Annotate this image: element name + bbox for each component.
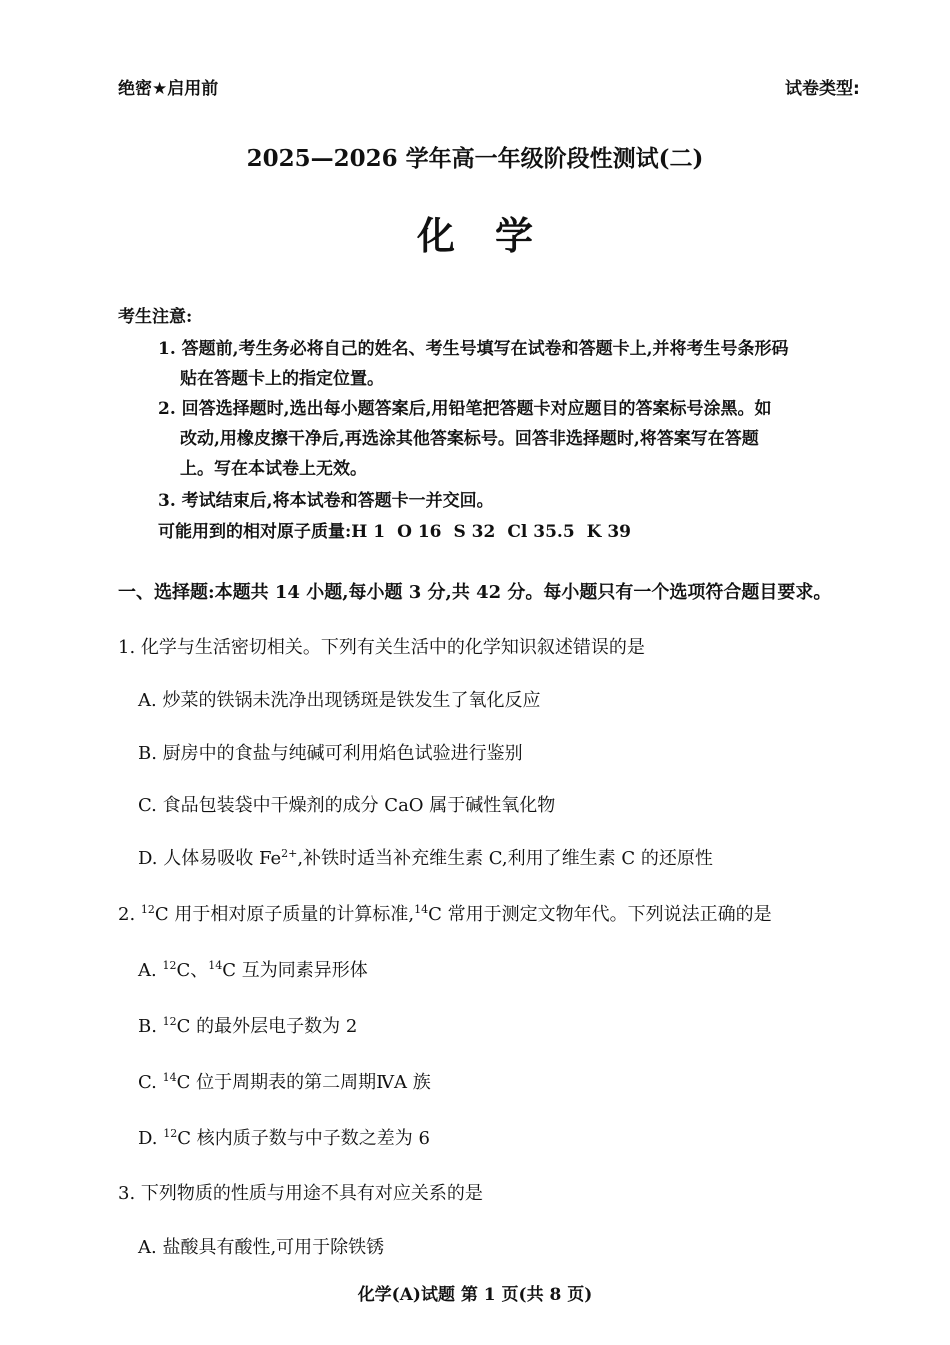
notice-heading: 考生注意: [118, 307, 193, 327]
question-1-option-a: A. 炒菜的铁锅未洗净出现锈斑是铁发生了氧化反应 [138, 690, 541, 711]
question-1-option-c: C. 食品包装袋中干燥剂的成分 CaO 属于碱性氧化物 [138, 795, 556, 816]
question-1-option-b: B. 厨房中的食盐与纯碱可利用焰色试验进行鉴别 [138, 743, 523, 764]
q2-stem-mid: C 用于相对原子质量的计算标准, [154, 904, 415, 925]
notice-item-2-line-1: 2. 回答选择题时,选出每小题答案后,用铅笔把答题卡对应题目的答案标号涂黑。如 [158, 399, 772, 419]
q2-stem-end: C 常用于测定文物年代。下列说法正确的是 [428, 904, 772, 925]
subject-title: 化学 [416, 213, 573, 258]
notice-item-2-line-2: 改动,用橡皮擦干净后,再选涂其他答案标号。回答非选择题时,将答案写在答题 [180, 429, 759, 449]
atomic-mass-label: 可能用到的相对原子质量: [158, 522, 352, 542]
notice-item-1-line-1: 1. 答题前,考生务必将自己的姓名、考生号填写在试卷和答题卡上,并将考生号条形码 [158, 339, 789, 359]
q2c-mass-14: 14 [162, 1071, 177, 1084]
atomic-mass-o: O 16 [397, 522, 442, 542]
question-2-option-c [138, 1068, 431, 1094]
q1d-charge: 2+ [281, 847, 298, 860]
question-2-option-a [138, 956, 368, 982]
q2a-end: C 互为同素异形体 [222, 960, 368, 981]
q2a-mass-12: 12 [162, 959, 177, 972]
q2b-pre: B. [138, 1016, 163, 1037]
section-heading: 一、选择题:本题共 14 小题,每小题 3 分,共 42 分。每小题只有一个选项符合题目要求。 [118, 582, 832, 603]
q2d-mass-12: 12 [163, 1127, 178, 1140]
q2b-mass-12: 12 [162, 1015, 177, 1028]
question-3-option-a: A. 盐酸具有酸性,可用于除铁锈 [138, 1237, 385, 1258]
notice-item-1-line-2: 贴在答题卡上的指定位置。 [180, 369, 384, 389]
q2-mass-14: 14 [414, 903, 429, 916]
q2b-end: C 的最外层电子数为 2 [176, 1016, 358, 1037]
exam-title: 2025—2026 学年高一年级阶段性测试(二) [246, 145, 704, 172]
q1d-text-pre: D. 人体易吸收 Fe [138, 848, 282, 869]
question-1-option-d [138, 844, 713, 870]
q2a-mid: C、 [176, 960, 209, 981]
q2c-end: C 位于周期表的第二周期ⅣA 族 [176, 1072, 431, 1093]
notice-item-3: 3. 考试结束后,将本试卷和答题卡一并交回。 [158, 491, 494, 511]
atomic-mass-cl: Cl 35.5 [507, 522, 575, 542]
paper-type-label: 试卷类型: [785, 79, 860, 99]
question-1-stem: 1. 化学与生活密切相关。下列有关生活中的化学知识叙述错误的是 [118, 637, 645, 658]
atomic-mass-h: H 1 [351, 522, 386, 542]
question-3-stem: 3. 下列物质的性质与用途不具有对应关系的是 [118, 1183, 483, 1204]
atomic-mass-k: K 39 [586, 522, 632, 542]
q2a-pre: A. [138, 960, 163, 981]
page-footer: 化学(A)试题 第 1 页(共 8 页) [357, 1285, 593, 1305]
confidential-label: 绝密★启用前 [118, 79, 219, 99]
question-2-stem [118, 900, 772, 926]
q1d-text-post: ,补铁时适当补充维生素 C,利用了维生素 C 的还原性 [297, 848, 713, 869]
question-2-option-d [138, 1124, 430, 1150]
atomic-mass-row [158, 517, 643, 542]
q2-number: 2. [118, 904, 141, 925]
atomic-mass-s: S 32 [453, 522, 496, 542]
q2-mass-12: 12 [140, 903, 155, 916]
notice-item-2-line-3: 上。写在本试卷上无效。 [180, 459, 367, 479]
q2d-pre: D. [138, 1128, 164, 1149]
q2c-pre: C. [138, 1072, 163, 1093]
q2a-mass-14: 14 [208, 959, 223, 972]
q2d-end: C 核内质子数与中子数之差为 6 [177, 1128, 430, 1149]
question-2-option-b [138, 1012, 357, 1038]
